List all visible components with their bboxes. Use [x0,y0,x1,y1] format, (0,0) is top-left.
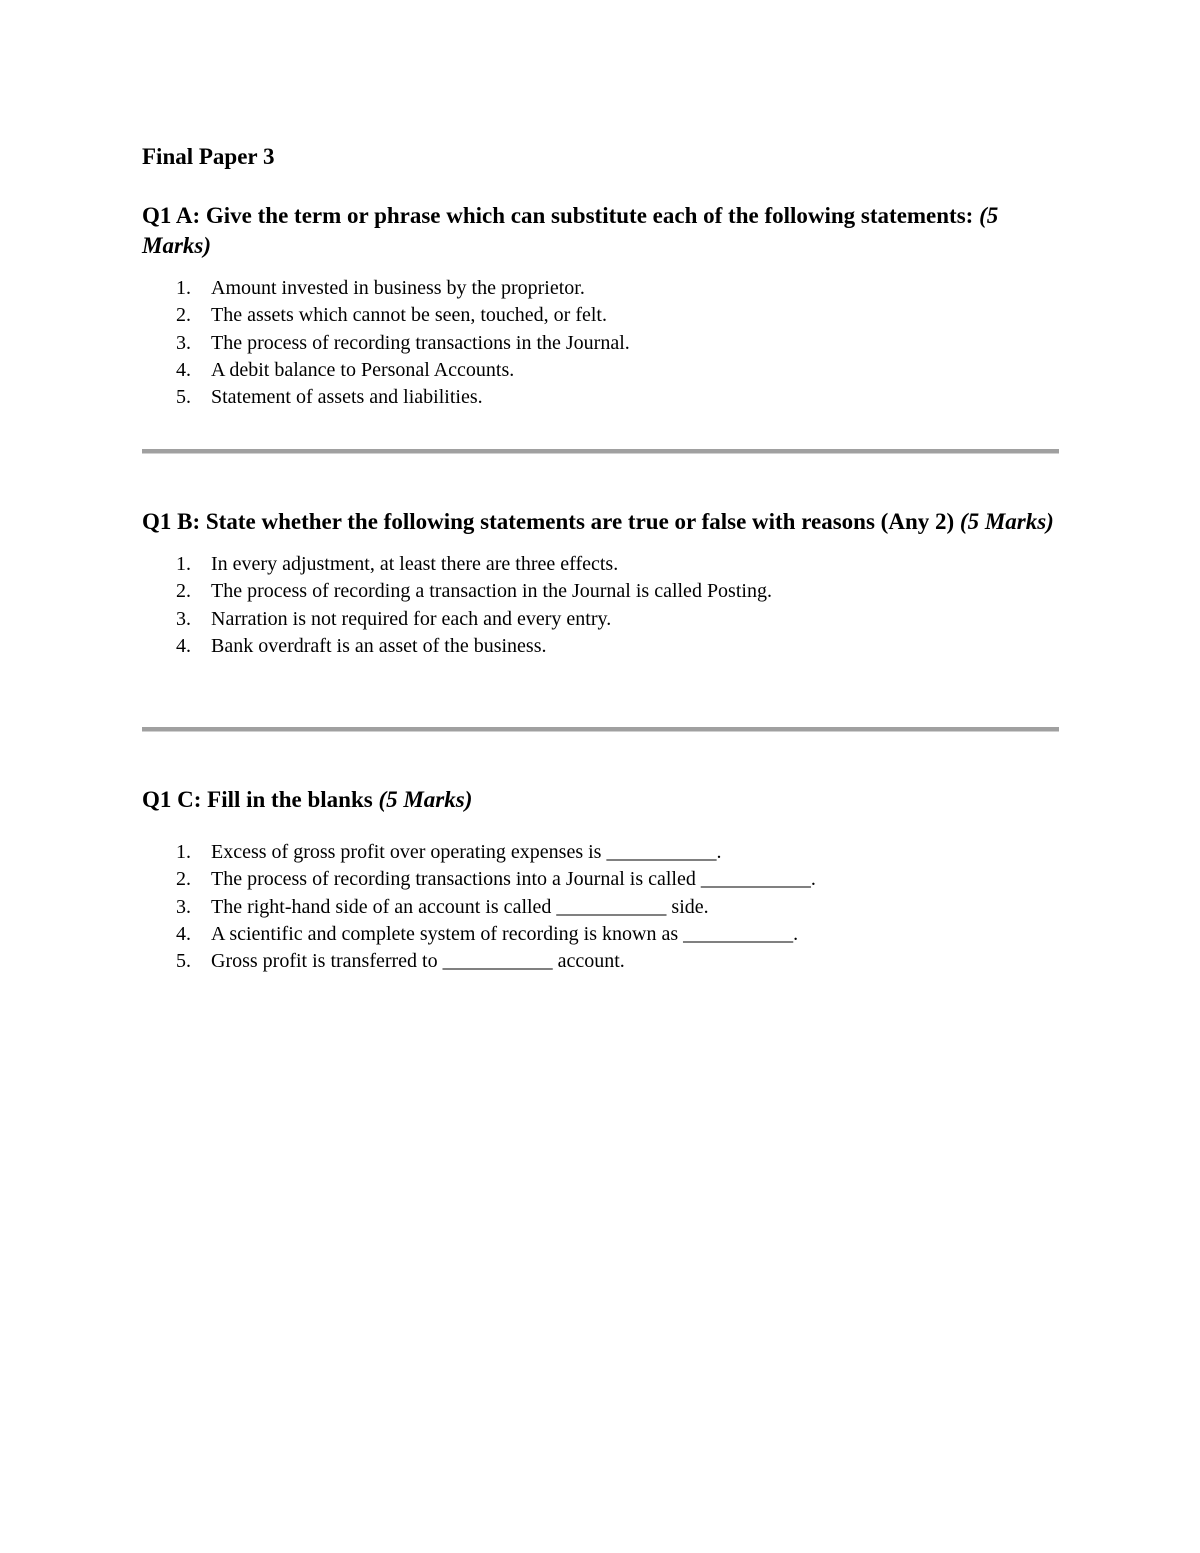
question-marks: (5 Marks) [959,509,1054,534]
item-number: 4. [176,634,191,657]
question-marks: (5 Marks) [378,787,473,812]
item-number: 1. [176,841,191,863]
item-number: 1. [176,277,191,299]
item-text: The process of recording transactions into a Journal is called ___________. [211,868,816,891]
list-item [142,948,1060,975]
item-number: 2. [176,304,191,327]
item-number: 1. [176,553,191,575]
question-heading [142,201,1060,261]
question-list [142,551,1060,660]
item-text: In every adjustment, at least there are three effects. [211,553,619,575]
question-section-c [142,785,1060,975]
item-number: 3. [176,607,191,630]
item-text: The process of recording a transaction in the Journal is called Posting. [211,580,772,603]
list-item [142,384,1060,411]
list-item [142,551,1060,578]
item-text: Statement of assets and liabilities. [211,386,483,409]
item-number: 5. [176,950,191,973]
question-list [142,275,1060,411]
list-item [142,606,1060,633]
list-item [142,330,1060,357]
list-item [142,578,1060,605]
list-item [142,866,1060,893]
question-section-a [142,201,1060,411]
question-text: Q1 A: Give the term or phrase which can substitute each of the following statements: [142,203,974,228]
item-number: 2. [176,868,191,891]
question-list [142,839,1060,975]
list-item [142,839,1060,866]
item-text: Gross profit is transferred to ___________ account. [211,950,625,973]
item-text: The right-hand side of an account is called ___________ side. [211,895,709,918]
item-number: 3. [176,331,191,354]
list-item [142,633,1060,660]
section-divider [142,449,1059,454]
item-number: 2. [176,580,191,603]
item-text: Narration is not required for each and every entry. [211,607,612,630]
section-divider [142,727,1059,732]
list-item [142,894,1060,921]
question-section-b [142,507,1060,660]
document-title: Final Paper 3 [142,144,275,169]
question-heading [142,785,1060,815]
item-text: The assets which cannot be seen, touched, or felt. [211,304,607,327]
question-marks: (5 Marks) [142,203,999,258]
item-text: Bank overdraft is an asset of the business. [211,634,547,657]
item-text: A debit balance to Personal Accounts. [211,358,515,381]
list-item [142,357,1060,384]
question-text: Q1 B: State whether the following statements are true or false with reasons (Any 2) [142,509,955,534]
item-number: 3. [176,895,191,918]
item-number: 4. [176,922,191,945]
item-text: A scientific and complete system of recording is known as ___________. [211,922,799,945]
list-item [142,275,1060,302]
item-text: Excess of gross profit over operating expenses is ___________. [211,841,722,863]
item-number: 5. [176,386,191,409]
item-number: 4. [176,358,191,381]
item-text: The process of recording transactions in the Journal. [211,331,630,354]
list-item [142,302,1060,329]
question-text: Q1 C: Fill in the blanks [142,787,373,812]
question-heading [142,507,1060,537]
item-text: Amount invested in business by the proprietor. [211,277,585,299]
list-item [142,921,1060,948]
